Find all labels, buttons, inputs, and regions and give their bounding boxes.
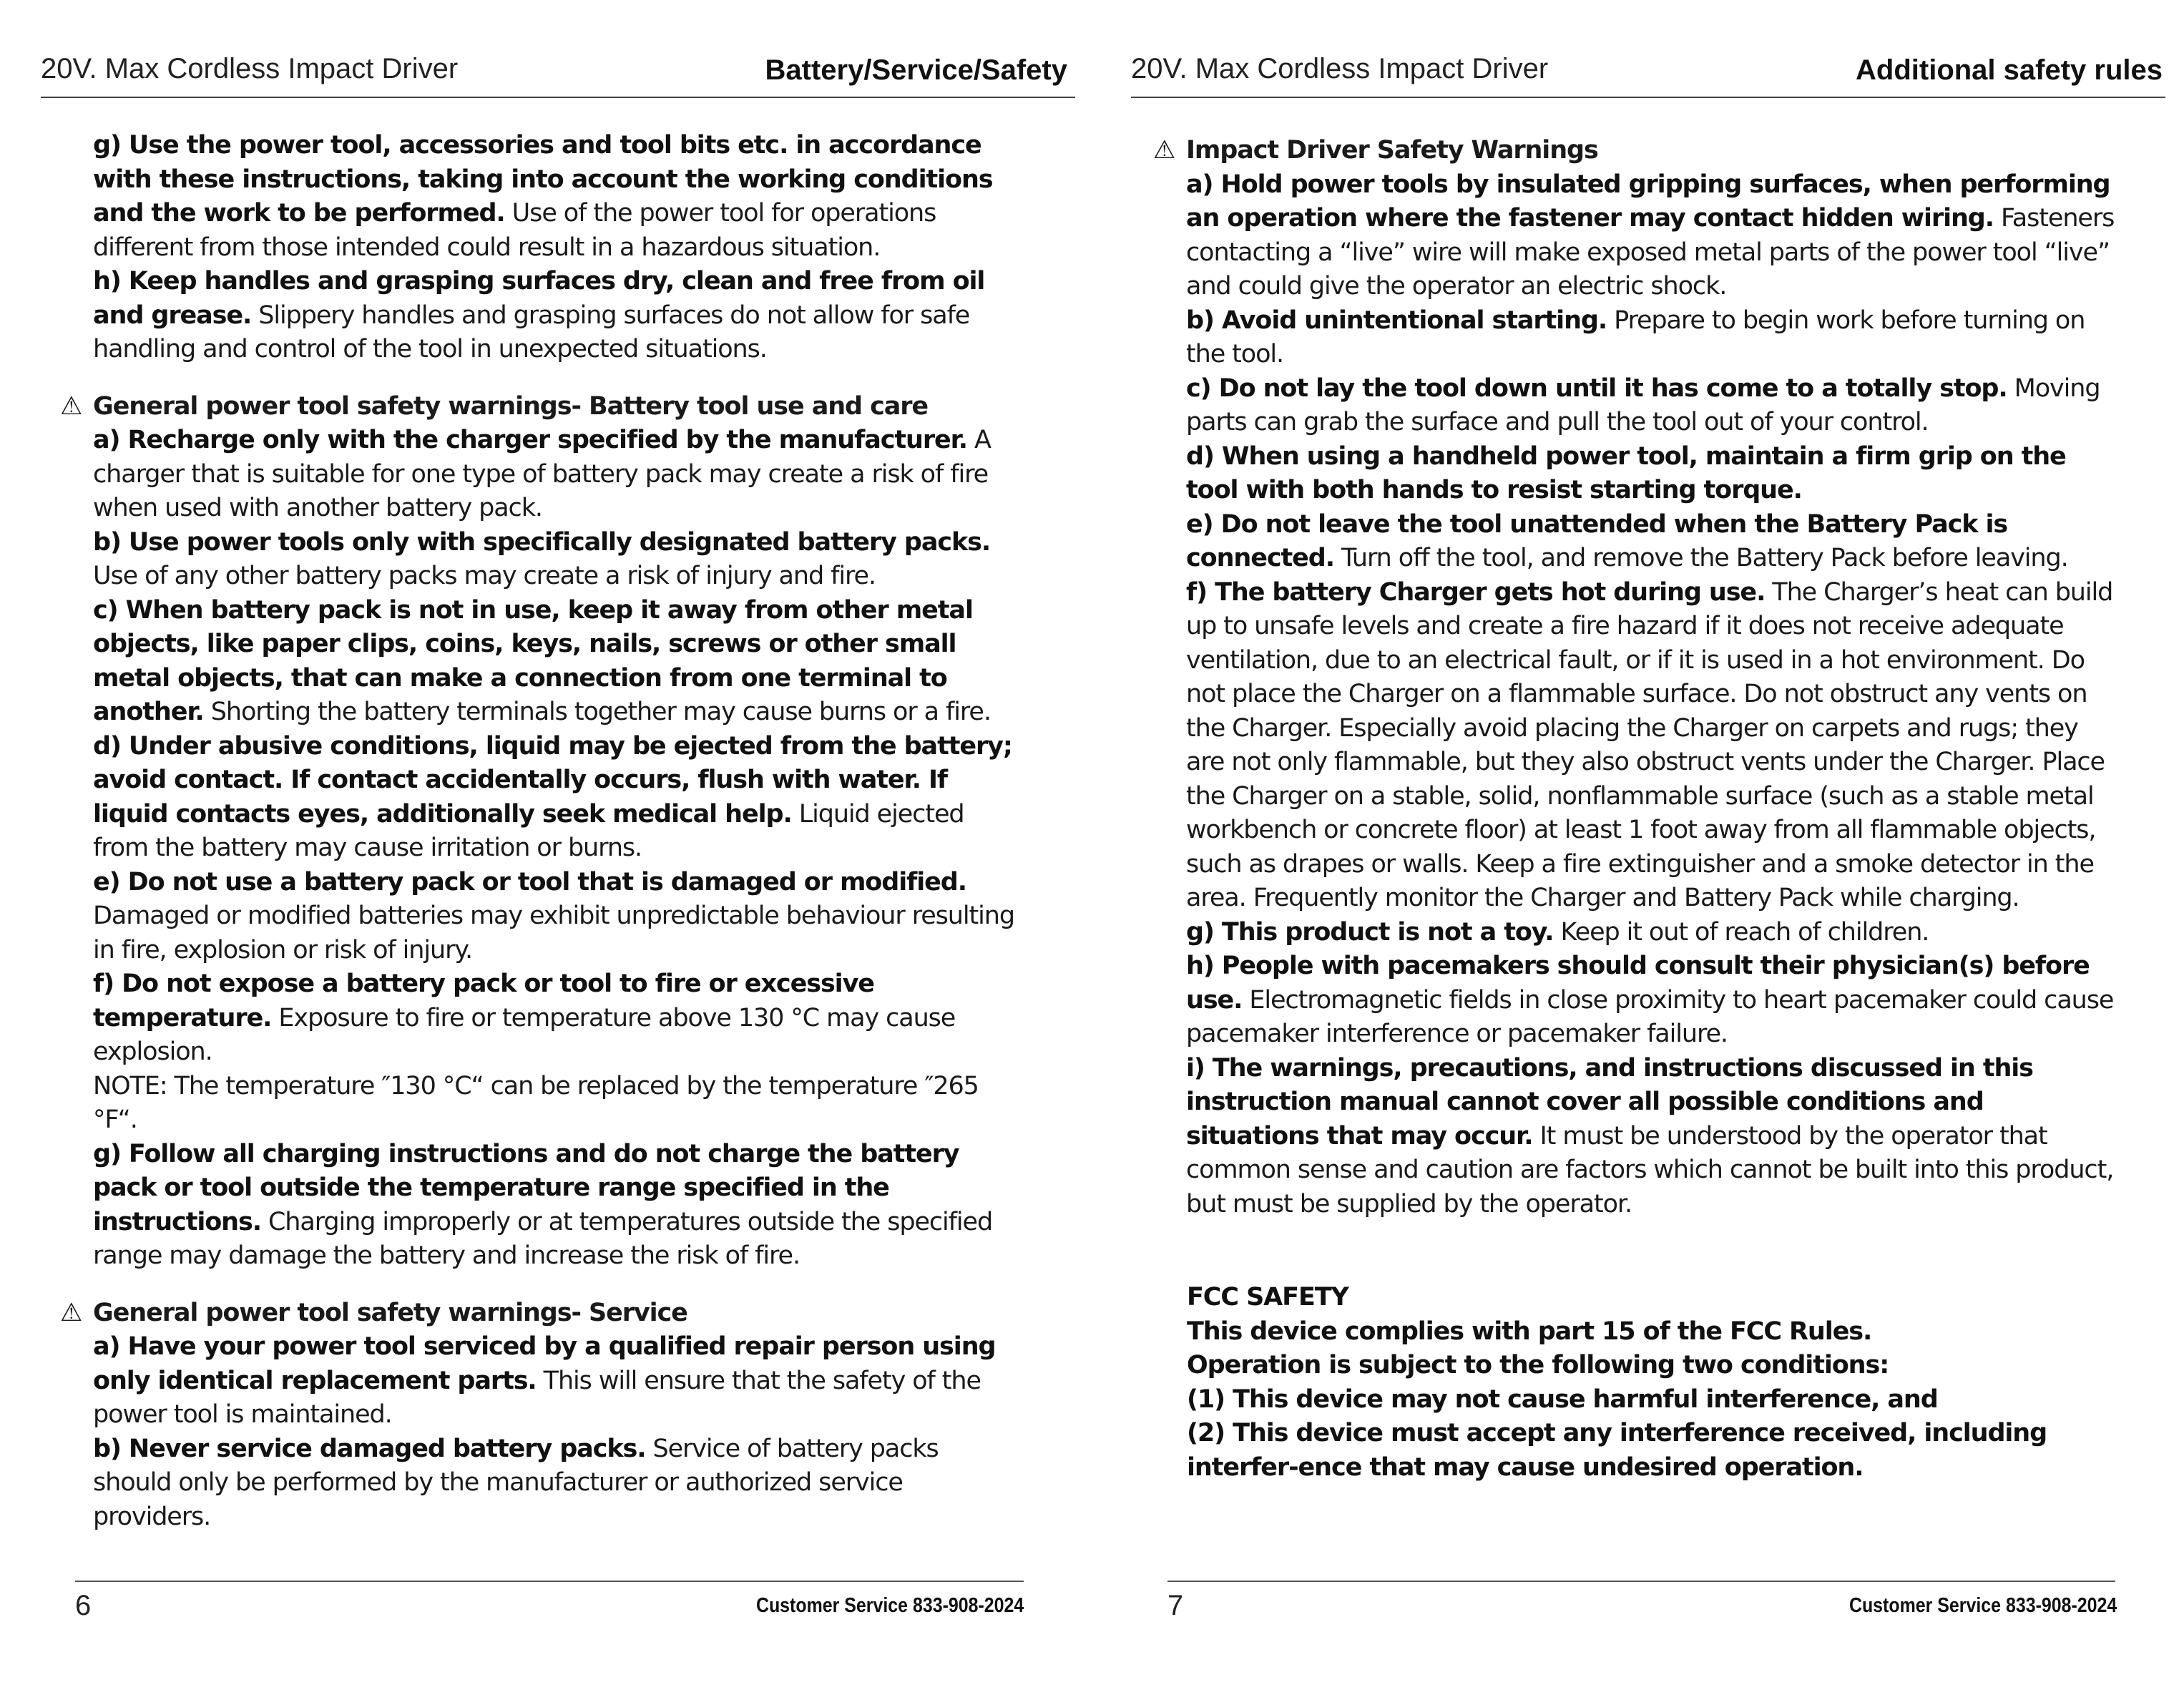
note-item: NOTE: The temperature ″130 °C“ can be replaced by the temperature ″265 °F“. <box>93 1071 979 1134</box>
list-item: g) Use the power tool, accessories and tool bits etc. in accordance with these instructions, taking into account the working conditions and the work to be performed. Use of the power tool for operations different from those intended could result in a hazardous situation. <box>93 131 993 262</box>
list-item: e) Do not leave the tool unattended when the Battery Pack is connected. Turn off the tool, and remove the Battery Pack before leaving. <box>1186 509 2068 572</box>
list-item: b) Avoid unintentional starting. Prepare to begin work before turning on the tool. <box>1186 306 2085 368</box>
fcc-line: (1) This device may not cause harmful interference, and <box>1187 1384 1938 1414</box>
list-item: b) Use power tools only with specifically designated battery packs. Use of any other battery packs may create a risk of injury and fire. <box>93 527 991 590</box>
page-number: 7 <box>1167 1590 1184 1621</box>
fcc-title: FCC SAFETY <box>1187 1283 1348 1312</box>
list-item: h) Keep handles and grasping surfaces dry, clean and free from oil and grease. Slippery handles and grasping surfaces do not allow for safe handling and control of the tool in unexpected situations. <box>93 267 985 363</box>
list-item: a) Have your power tool serviced by a qualified repair person using only identical replacement parts. This will ensure that the safety of the power tool is maintained. <box>93 1332 996 1429</box>
list-item: b) Never service damaged battery packs. Service of battery packs should only be performed by the manufacturer or authorized service providers. <box>93 1434 939 1531</box>
list-item: d) When using a handheld power tool, maintain a firm grip on the tool with both hands to resist starting torque. <box>1186 441 2066 504</box>
fcc-line: This device complies with part 15 of the FCC Rules. <box>1187 1317 1872 1346</box>
list-item: g) Follow all charging instructions and do not charge the battery pack or tool outside the temperature range specified in the instructions. Charging improperly or at temperatures outside the specified range may damage the battery and increase the risk of fire. <box>93 1139 993 1270</box>
list-item: c) When battery pack is not in use, keep it away from other metal objects, like paper clips, coins, keys, nails, screws or other small metal objects, that can make a connection from one terminal to another. Shorting the battery terminals together may cause burns or a fire. <box>93 595 991 726</box>
list-item: c) Do not lay the tool down until it has come to a totally stop. Moving parts can grab the surface and pull the tool out of your control. <box>1186 373 2100 436</box>
list-item: g) This product is not a toy. Keep it out of reach of children. <box>1186 917 1929 947</box>
list-item: d) Under abusive conditions, liquid may be ejected from the battery; avoid contact. If contact accidentally occurs, flush with water. If liquid contacts eyes, additionally seek medical help. Liquid ejected from the battery may cause irritation or burns. <box>93 731 1012 862</box>
header-section: Battery/Service/Safety <box>765 54 1067 86</box>
list-item: e) Do not use a battery pack or tool that is damaged or modified. Damaged or modified batteries may exhibit unpredictable behaviour resulting in fire, explosion or risk of injury. <box>93 867 1014 964</box>
customer-service-footer: Customer Service 833-908-2024 <box>1848 1594 2117 1617</box>
right-body <box>1153 134 2119 1221</box>
header-title: 20V. Max Cordless Impact Driver <box>41 53 459 84</box>
list-item: f) The battery Charger gets hot during use. The Charger’s heat can build up to unsafe levels and create a fire hazard if it does not receive adequate ventilation, due to an electrical fault, or if it is used in a hot environment. Do not place the Charger on a flammable surface. Do not obstruct any vents on the Charger. Especially avoid placing the Charger on carpets and rugs; they are not only flammable, but they also obstruct vents under the Charger. Place the Charger on a stable, solid, nonflammable surface (such as a stable metal workbench or concrete floor) at least 1 foot away from all flammable objects, such as drapes or walls. Keep a fire extinguisher and a smoke detector in the area. Frequently monitor the Charger and Battery Pack while charging. <box>1186 577 2113 912</box>
fcc-line: (2) This device must accept any interference received, including interfer-ence that may cause undesired operation. <box>1187 1419 2047 1482</box>
list-item: a) Recharge only with the charger specified by the manufacturer. A charger that is suitable for one type of battery pack may create a risk of fire when used with another battery pack. <box>93 426 991 522</box>
list-item: h) People with pacemakers should consult their physician(s) before use. Electromagnetic fields in close proximity to heart pacemaker could cause pacemaker interference or pacemaker failure. <box>1186 952 2114 1048</box>
footer-rule <box>75 1581 1024 1582</box>
battery-section-heading: ⚠ General power tool safety warnings- Battery tool use and care <box>60 390 1022 424</box>
footer-rule <box>1167 1581 2115 1582</box>
header-section: Additional safety rules <box>1856 54 2163 86</box>
header-rule <box>1131 97 2165 98</box>
customer-service-footer: Customer Service 833-908-2024 <box>755 1594 1024 1617</box>
header-title: 20V. Max Cordless Impact Driver <box>1131 53 1549 84</box>
impact-section-heading: ⚠ Impact Driver Safety Warnings <box>1153 134 2119 168</box>
warning-triangle-icon: ⚠ <box>60 1298 82 1327</box>
list-item: a) Hold power tools by insulated gripping surfaces, when performing an operation where the fastener may contact hidden wiring. Fasteners contacting a “live” wire will make exposed metal parts of the power tool “live” and could give the operator an electric shock. <box>1186 170 2115 301</box>
list-item: f) Do not expose a battery pack or tool to fire or excessive temperature. Exposure to fire or temperature above 130 °C may cause explosion. <box>93 969 956 1066</box>
left-body <box>60 129 1022 1534</box>
fcc-safety-block <box>1187 1281 2131 1485</box>
header-rule <box>41 97 1075 98</box>
fcc-line: Operation is subject to the following two conditions: <box>1187 1351 1889 1379</box>
list-item: i) The warnings, precautions, and instructions discussed in this instruction manual cannot cover all possible conditions and situations that may occur. It must be understood by the operator that common sense and caution are factors which cannot be built into this product, but must be supplied by the operator. <box>1186 1053 2114 1218</box>
service-section-heading: ⚠ General power tool safety warnings- Service <box>60 1296 1022 1331</box>
page-number: 6 <box>75 1590 92 1621</box>
warning-triangle-icon: ⚠ <box>1153 136 1175 165</box>
warning-triangle-icon: ⚠ <box>60 391 82 421</box>
